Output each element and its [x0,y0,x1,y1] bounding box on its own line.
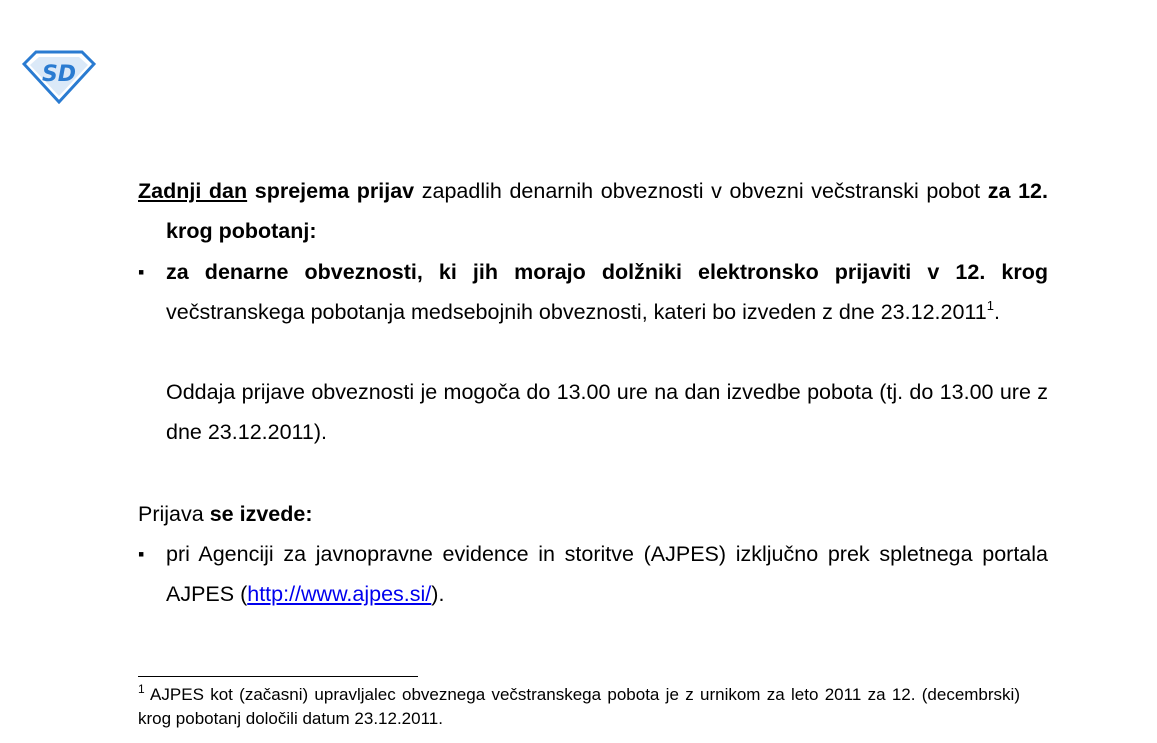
footnote-number: 1 [138,682,145,696]
bullet-marker: ▪ [138,544,145,564]
bullet-marker: ▪ [138,262,145,282]
item1-bold: za denarne obveznosti, ki jih morajo dolžniki elektronsko prijaviti v 12. krog [166,260,1048,284]
list-item-electronic-filing [138,252,1048,332]
deadline-bold: sprejema prijav [254,179,415,203]
deadline-text: zapadlih denarnih obveznosti v obvezni večstranski pobot [421,179,981,203]
prijava-bold: se izvede: [209,502,313,526]
footnote [138,683,1020,731]
footnote-ref[interactable]: 1 [986,298,994,313]
item1-end: . [993,300,1000,324]
footnote-text: AJPES kot (začasni) upravljalec obveznega večstranskega pobota je z urnikom za leto 2011 za 12. (decembrski) krog pobotanj določili datum 23.12.2011. [138,685,1020,728]
logo-text: SD [41,62,77,87]
deadline-paragraph [138,171,1048,251]
ajpes-link[interactable]: http://www.ajpes.si/ [247,582,432,606]
item2-end: ). [431,582,445,606]
prijava-plain: Prijava [138,502,204,526]
footnote-separator [138,676,418,677]
submission-deadline-note: Oddaja prijave obveznosti je mogoča do 13.00 ure na dan izvedbe pobota (tj. do 13.00 ure z dne 23.12.2011). [166,380,1048,444]
deadline-heading: Zadnji dan [138,179,248,203]
item2-text: pri Agenciji za javnopravne evidence in storitve (AJPES) izključno prek spletnega portala AJPES ( [166,542,1048,606]
submission-heading [138,494,1020,534]
list-item-ajpes [138,534,1048,614]
deadline-round: za 12. krog pobotanj: [166,179,1048,243]
company-logo [22,50,96,104]
item1-text: večstranskega pobotanja medsebojnih obveznosti, kateri bo izveden z dne 23.12.2011 [166,300,987,324]
